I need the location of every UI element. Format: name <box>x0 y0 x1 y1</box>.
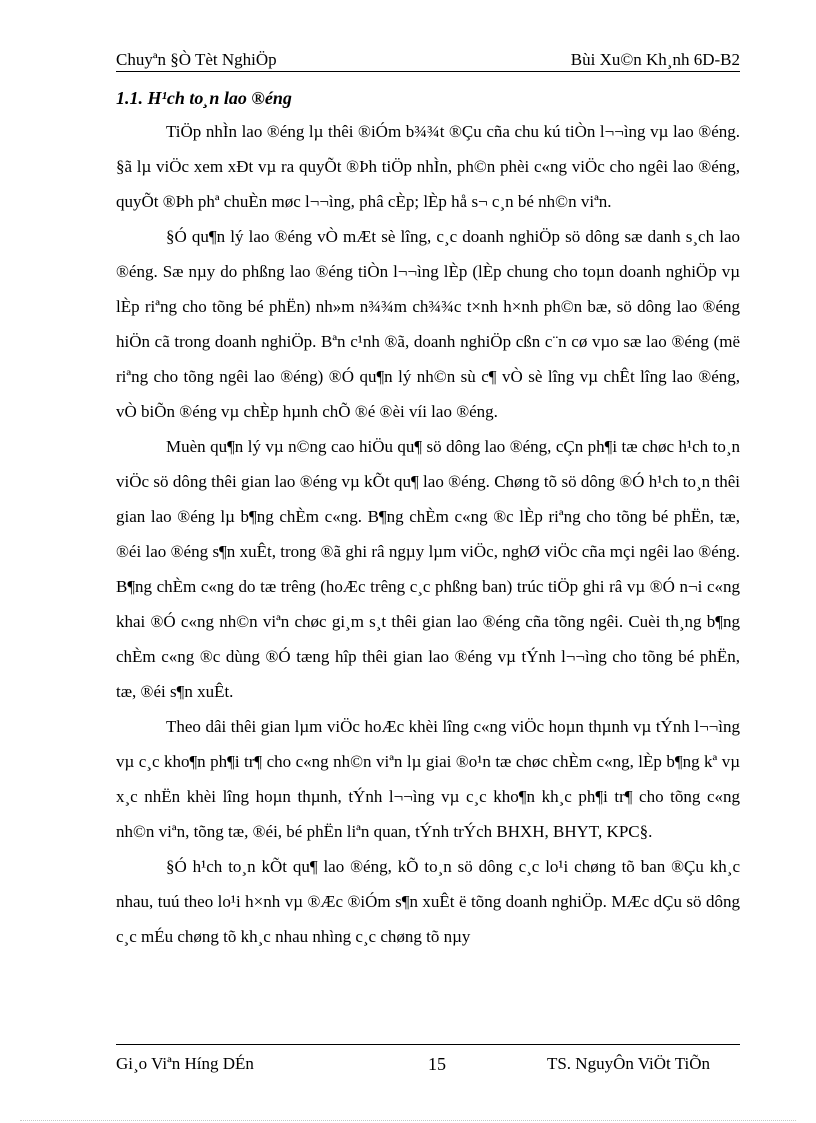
footer-divider <box>116 1044 740 1045</box>
paragraph: Theo dâi thêi gian lµm viÖc hoÆc khèi lîng c«ng viÖc hoµn thµnh vµ tÝnh l¬¬ìng vµ c¸c kho¶n ph¶i tr¶ cho c«ng nh©n viªn lµ giai ®o¹n tæ chøc chÈm c«ng, lÈp b¶ng kª vµ x¸c nhËn khèi lîng hoµn thµnh, tÝnh l¬¬ìng vµ c¸c kho¶n kh¸c ph¶i tr¶ cho tõng c«ng nh©n viªn, tõng tæ, ®éi, bé phËn liªn quan, tÝnh trÝch BHXH, BHYT, KPC§. <box>116 717 740 841</box>
paragraph: TiÖp nhÌn lao ®éng lµ thêi ®iÓm b¾¾t ®Çu cña chu kú tiÒn l¬¬ìng vµ lao ®éng. §ã lµ viÖc xem xÐt vµ ra quyÕt ®Þh tiÖp nhÌn, ph©n phèi c«ng viÖc cho ngêi lao ®éng, quyÕt ®Þh phª chuÈn møc l¬¬ìng, phâ cÈp; lÈp hå s¬ c¸n bé nh©n viªn. <box>116 122 740 211</box>
footer-advisor-label: Gi¸o Viªn Híng DÉn <box>116 1054 254 1073</box>
page-header <box>116 48 740 70</box>
page-boundary-dotted-line <box>20 1120 796 1121</box>
paragraph: §Ó qu¶n lý lao ®éng vÒ mÆt sè lîng, c¸c doanh nghiÖp sö dông sæ danh s¸ch lao ®éng. Sæ nµy do phßng lao ®éng tiÒn l¬¬ìng lÈp (lÈp chung cho toµn doanh nghiÖp vµ lÈp riªng cho tõng bé phËn) nh»m n¾¾m ch¾¾c t×nh h×nh ph©n bæ, sö dông lao ®éng hiÖn cã trong doanh nghiÖp. Bªn c¹nh ®ã, doanh nghiÖp cßn c¨n cø vµo sæ lao ®éng (më riªng cho tõng ngêi lao ®éng) ®Ó qu¶n lý nh©n sù c¶ vÒ sè lîng vµ chÊt lîng lao ®éng, vÒ biÕn ®éng vµ chÈp hµnh chÕ ®é ®èi víi lao ®éng. <box>116 227 740 421</box>
page-number: 15 <box>428 1054 446 1074</box>
paragraph: §Ó h¹ch to¸n kÕt qu¶ lao ®éng, kÕ to¸n sö dông c¸c lo¹i chøng tõ ban ®Çu kh¸c nhau, tuú theo lo¹i h×nh vµ ®Æc ®iÓm s¶n xuÊt ë tõng doanh nghiÖp. MÆc dÇu sö dông c¸c mÉu chøng tõ kh¸c nhau nhìng c¸c chøng tõ nµy <box>116 857 740 946</box>
body-text <box>116 114 740 954</box>
section-title: 1.1. H¹ch to¸n lao ®éng <box>116 88 292 108</box>
paragraph: Muèn qu¶n lý vµ n©ng cao hiÖu qu¶ sö dông lao ®éng, cÇn ph¶i tæ chøc h¹ch to¸n viÖc sö dông thêi gian lao ®éng vµ kÕt qu¶ lao ®éng. Chøng tõ sö dông ®Ó h¹ch to¸n thêi gian lao ®éng lµ b¶ng chÈm c«ng. B¶ng chÈm c«ng ®c lÈp riªng cho tõng bé phËn, tæ, ®éi lao ®éng s¶n xuÊt, trong ®ã ghi râ ngµy lµm viÖc, nghØ viÖc cña mçi ngêi lao ®éng. B¶ng chÈm c«ng do tæ trêng (hoÆc trêng c¸c phßng ban) trúc tiÖp ghi râ vµ ®Ó n¬i c«ng khai ®Ó c«ng nh©n viªn chøc gi¸m s¸t thêi gian lao ®éng cña tõng ngêi. Cuèi th¸ng b¶ng chÈm c«ng ®c dùng ®Ó tæng hîp thêi gian lao ®éng vµ tÝnh l¬¬ìng cho tõng bé phËn, tæ, ®éi s¶n xuÊt. <box>116 437 740 701</box>
header-document-title: Chuyªn §Ò Tèt NghiÖp <box>116 50 277 69</box>
header-divider <box>116 71 740 72</box>
page-footer <box>116 1054 740 1076</box>
footer-advisor-name: TS. NguyÔn ViÖt TiÕn <box>546 1054 710 1073</box>
header-author: Bùi Xu©n Kh¸nh 6D-B2 <box>570 50 740 69</box>
